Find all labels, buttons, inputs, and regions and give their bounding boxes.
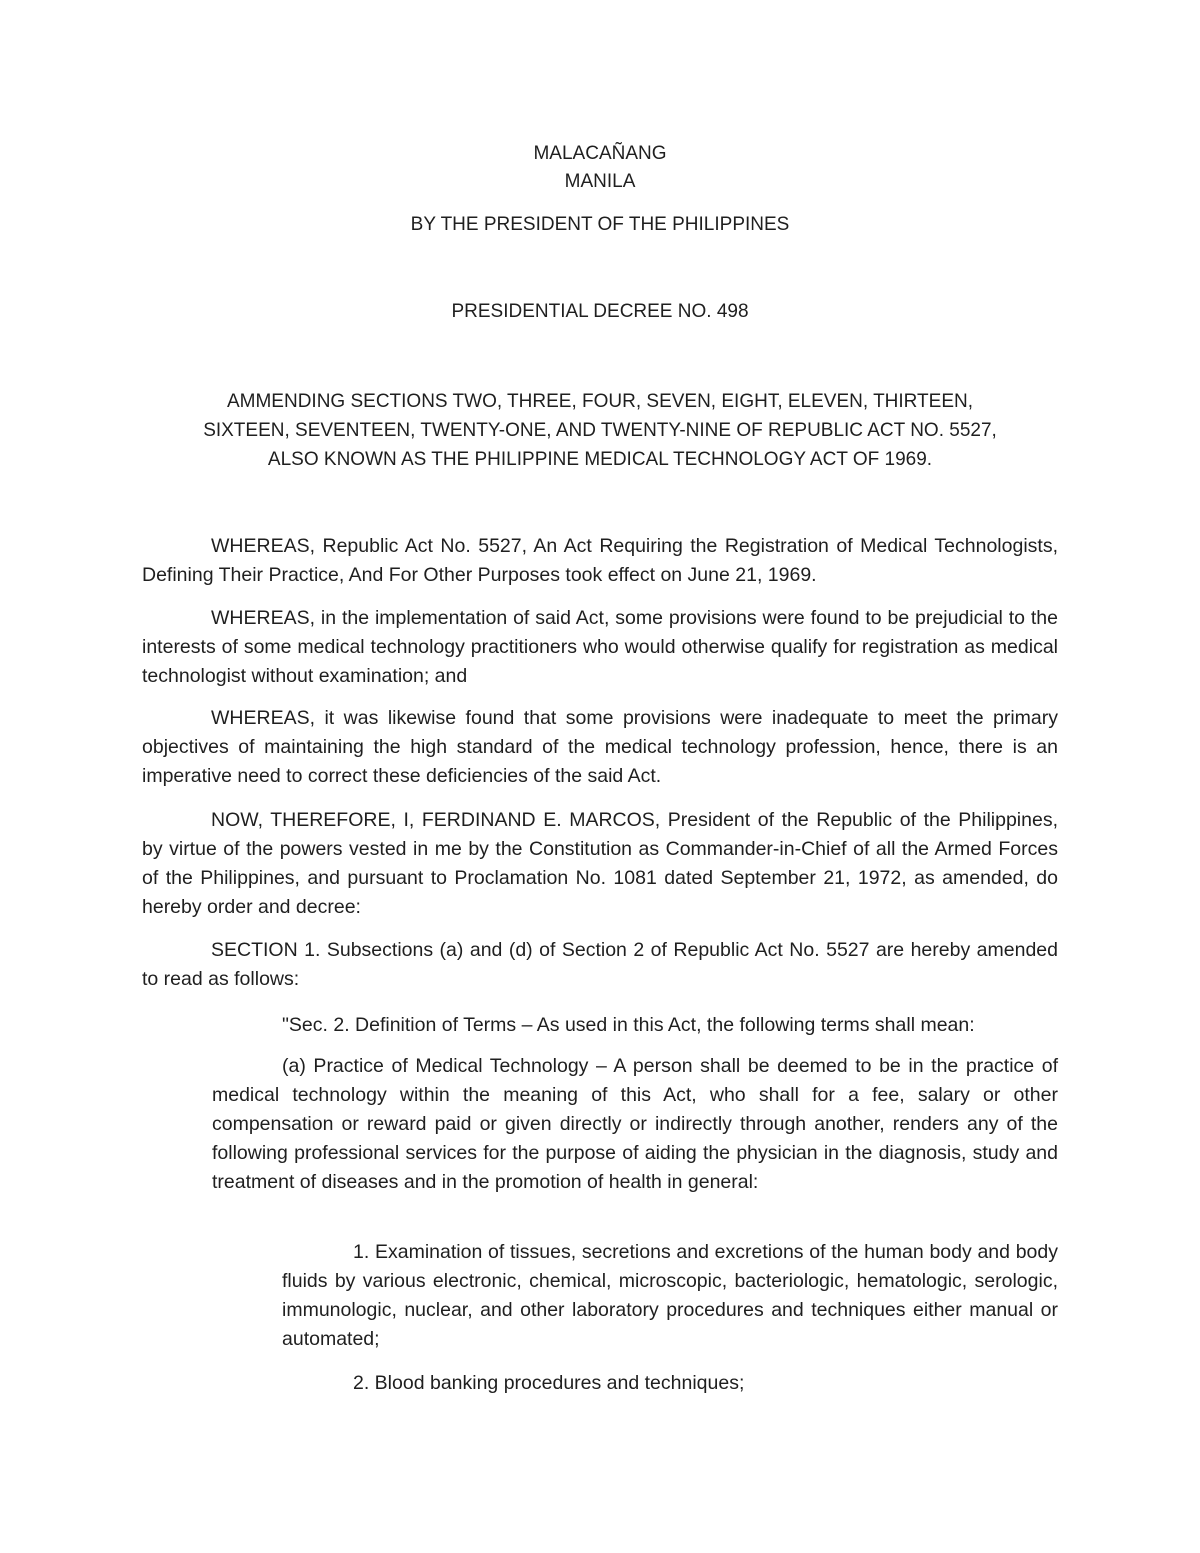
practice-item-2: 2. Blood banking procedures and techniques; bbox=[353, 1372, 745, 1394]
whereas-clause-3: WHEREAS, it was likewise found that some provisions were inadequate to meet the primary objectives of maintaining the high standard of the medical technology profession, hence, there is an imperative need to correct these deficiencies of the said Act. bbox=[142, 707, 1058, 787]
now-therefore-clause: NOW, THEREFORE, I, FERDINAND E. MARCOS, President of the Republic of the Philippines, by virtue of the powers vested in me by the Constitution as Commander-in-Chief of all the Armed Forces of the Philippines, and pursuant to Proclamation No. 1081 dated September 21, 1972, as amended, do hereby order and decree: bbox=[142, 809, 1058, 918]
practice-item-1: 1. Examination of tissues, secretions and excretions of the human body and body fluids by various electronic, chemical, microscopic, bacteriologic, hematologic, serologic, immunologic, nuclear, and other laboratory procedures and techniques either manual or automated; bbox=[282, 1241, 1058, 1350]
sec2-subsection-a: (a) Practice of Medical Technology – A person shall be deemed to be in the practice of medical technology within the meaning of this Act, who shall for a fee, salary or other compensation or reward paid or given directly or indirectly through another, renders any of the following professional services for the purpose of aiding the physician in the diagnosis, study and treatment of diseases and in the promotion of health in general: bbox=[212, 1055, 1058, 1193]
by-president-heading: BY THE PRESIDENT OF THE PHILIPPINES bbox=[410, 214, 790, 235]
whereas-clause-2: WHEREAS, in the implementation of said Act, some provisions were found to be prejudicial to the interests of some medical technology practitioners who would otherwise qualify for registration as medical technologist without examination; and bbox=[142, 607, 1058, 687]
sec2-heading: "Sec. 2. Definition of Terms – As used in this Act, the following terms shall mean: bbox=[282, 1014, 975, 1036]
decree-title-line: AMMENDING SECTIONS TWO, THREE, FOUR, SEVEN, EIGHT, ELEVEN, THIRTEEN, bbox=[226, 391, 974, 412]
section-1: SECTION 1. Subsections (a) and (d) of Section 2 of Republic Act No. 5527 are hereby amended to read as follows: bbox=[142, 939, 1058, 990]
palace-heading: MALACAÑANG bbox=[533, 143, 667, 164]
decree-title-line: ALSO KNOWN AS THE PHILIPPINE MEDICAL TECHNOLOGY ACT OF 1969. bbox=[267, 449, 933, 470]
decree-title bbox=[130, 387, 1070, 474]
decree-number: PRESIDENTIAL DECREE NO. 498 bbox=[451, 301, 749, 322]
city-heading: MANILA bbox=[564, 171, 636, 192]
decree-title-line: SIXTEEN, SEVENTEEN, TWENTY-ONE, AND TWENTY-NINE OF REPUBLIC ACT NO. 5527, bbox=[203, 420, 997, 441]
whereas-clause-1: WHEREAS, Republic Act No. 5527, An Act Requiring the Registration of Medical Technologists, Defining Their Practice, And For Other Purposes took effect on June 21, 1969. bbox=[142, 535, 1058, 586]
